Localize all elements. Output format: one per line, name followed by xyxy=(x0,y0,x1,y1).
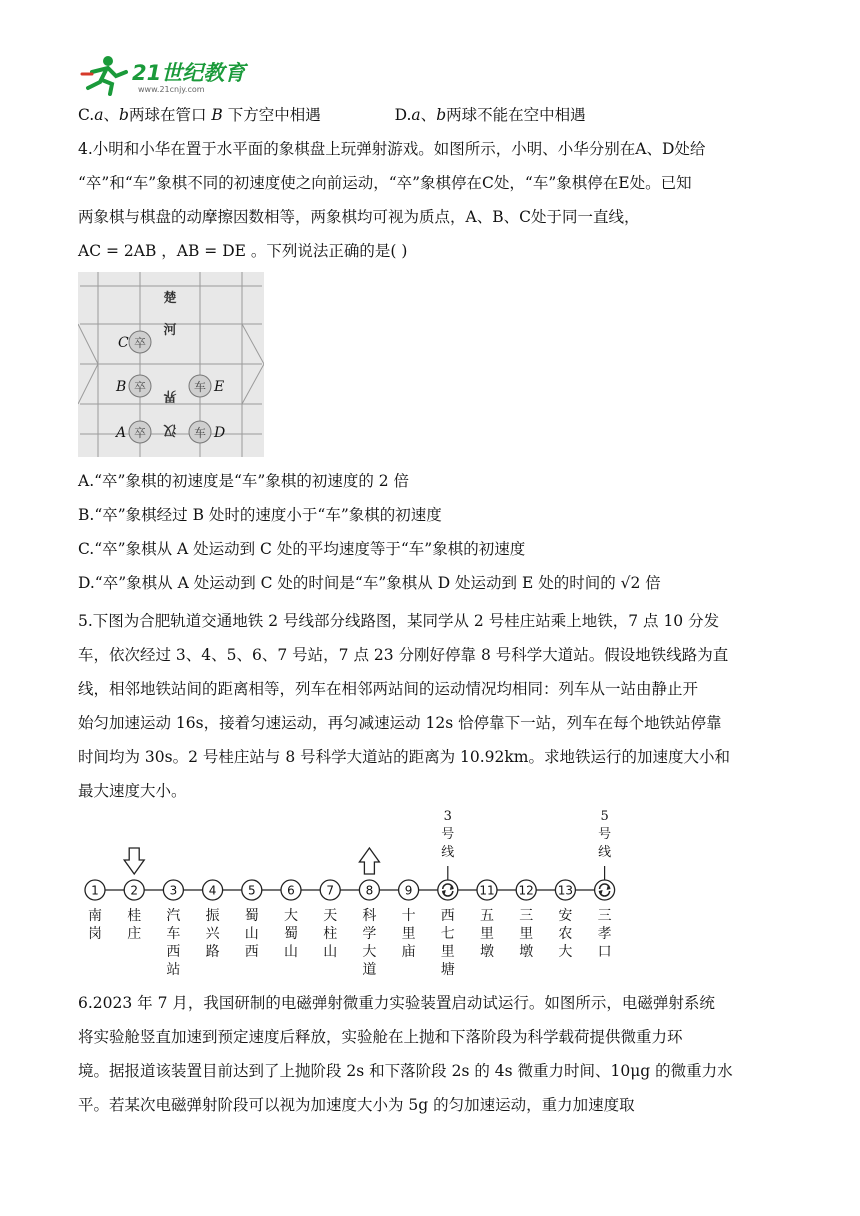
line-5-label: 号 xyxy=(598,827,612,842)
q4-option-a: A.“卒”象棋的初速度是“车”象棋的初速度的 2 倍 xyxy=(78,472,410,490)
station-number: 5 xyxy=(247,883,256,898)
station-name-char: 墩 xyxy=(480,944,494,960)
station-name-char: 里 xyxy=(440,944,455,960)
piece-zu-c xyxy=(118,331,151,353)
line-3-label: 号 xyxy=(441,827,455,842)
q6-stem-line-2: 将实验舱竖直加速到预定速度后释放，实验舱在上抛和下落阶段为科学载荷提供微重力环 xyxy=(78,1028,683,1046)
piece-zu-b xyxy=(115,375,151,397)
station-name-char: 岗 xyxy=(88,926,102,942)
station-name-char: 口 xyxy=(597,944,612,960)
q5-stem-line-3: 线，相邻地铁站间的距离相等，列车在相邻两站间的运动情况均相同：列车从一站由静止开 xyxy=(78,680,699,698)
station-name-char: 柱 xyxy=(323,926,338,942)
station-number: 7 xyxy=(326,883,335,898)
line-5-label: 线 xyxy=(598,845,612,860)
station-name-char: 汽 xyxy=(166,908,181,924)
station-name-char: 道 xyxy=(362,962,377,978)
svg-text:卒: 卒 xyxy=(133,380,147,394)
q5-stem-line-2: 车，依次经过 3、4、5、6、7 号站，7 点 23 分刚好停靠 8 号科学大道站。假设地铁线路为直 xyxy=(78,646,729,664)
svg-text:卒: 卒 xyxy=(133,426,147,440)
station-name-char: 天 xyxy=(323,908,338,924)
q6-stem-line-3: 境。据报道该装置目前达到了上抛阶段 2s 和下落阶段 2s 的 4s 微重力时间、10μg 的微重力水 xyxy=(78,1062,733,1080)
station-number: 2 xyxy=(130,883,139,898)
station-name-char: 大 xyxy=(558,944,573,960)
station-circle-10 xyxy=(438,880,458,900)
q6-stem-line-4: 平。若某次电磁弹射阶段可以视为加速度大小为 5g 的匀加速运动，重力加速度取 xyxy=(78,1096,635,1114)
svg-text:A: A xyxy=(116,425,127,441)
station-name-char: 庄 xyxy=(127,926,142,942)
station-name-char: 山 xyxy=(323,944,338,960)
station-name-char: 大 xyxy=(362,944,377,960)
logo xyxy=(78,54,254,96)
svg-text:B: B xyxy=(116,379,127,395)
piece-che-e xyxy=(189,375,224,397)
river-label-chu: 楚 xyxy=(163,291,177,306)
station-number: 8 xyxy=(365,883,374,898)
piece-che-d xyxy=(189,421,225,443)
station-name-char: 振 xyxy=(205,908,220,924)
chess-board-figure xyxy=(78,272,264,457)
station-name-char: 农 xyxy=(558,926,573,942)
q4-stem-line-3: 两象棋与棋盘的动摩擦因数相等，两象棋均可视为质点，A、B、C处于同一直线， xyxy=(78,208,640,226)
station-number: 6 xyxy=(287,883,295,898)
logo-text: 21世纪教育 xyxy=(132,61,246,85)
q3-choices-line xyxy=(78,104,586,126)
svg-text:C: C xyxy=(118,335,129,351)
q4-option-c: C.“卒”象棋从 A 处运动到 C 处的平均速度等于“车”象棋的初速度 xyxy=(78,540,526,558)
station-name-char: 站 xyxy=(166,962,181,978)
station-number: 3 xyxy=(169,883,178,898)
station-name-char: 十 xyxy=(401,908,416,924)
runner-icon xyxy=(82,56,126,94)
station-name-char: 安 xyxy=(558,908,573,924)
station-name-char: 里 xyxy=(519,926,534,942)
station-name-char: 孝 xyxy=(597,926,612,942)
station-name-char: 科 xyxy=(362,908,377,924)
q4-stem-line-1: 4.小明和小华在置于水平面的象棋盘上玩弹射游戏。如图所示，小明、小华分别在A、D处给 xyxy=(78,140,706,158)
svg-text:E: E xyxy=(214,379,225,395)
station-name-char: 七 xyxy=(440,926,455,942)
svg-text:卒: 卒 xyxy=(133,336,147,350)
svg-text:车: 车 xyxy=(193,426,207,440)
q6-stem-line-1: 6.2023 年 7 月，我国研制的电磁弹射微重力实验装置启动试运行。如图所示，电磁弹射系统 xyxy=(78,994,715,1012)
station-name-char: 里 xyxy=(401,926,416,942)
q5-stem-line-5: 时间均为 30s。2 号桂庄站与 8 号科学大道站的距离为 10.92km。求地铁运行的加速度大小和 xyxy=(78,748,731,766)
station-name-char: 西 xyxy=(244,944,259,960)
q3-choice-c: C.a、b两球在管口 B 下方空中相遇 xyxy=(78,106,321,124)
logo-subtext: www.21cnjy.com xyxy=(138,85,205,94)
river-label-han: 汉 xyxy=(163,422,177,437)
station-name-char: 三 xyxy=(519,908,534,924)
up-arrow-icon xyxy=(359,848,379,874)
station-name-char: 蜀 xyxy=(284,926,298,942)
line-3-label: 3 xyxy=(443,809,452,824)
station-number: 12 xyxy=(518,883,534,898)
station-name-char: 路 xyxy=(205,944,220,960)
station-name-char: 庙 xyxy=(401,944,416,960)
station-name-char: 五 xyxy=(480,908,494,924)
station-name-char: 西 xyxy=(440,908,455,924)
q5-stem-line-6: 最大速度大小。 xyxy=(78,782,187,800)
q5-stem-line-1: 5.下图为合肥轨道交通地铁 2 号线部分线路图，某同学从 2 号桂庄站乘上地铁，7 点 10 分发 xyxy=(78,612,720,630)
q4-stem-line-2: “卒”和“车”象棋不同的初速度使之向前运动，“卒”象棋停在C处，“车”象棋停在E处。已知 xyxy=(78,174,692,192)
q4-option-d: D.“卒”象棋从 A 处运动到 C 处的时间是“车”象棋从 D 处运动到 E 处的时间的 √2 倍 xyxy=(78,574,661,592)
station-name-char: 兴 xyxy=(205,926,220,942)
river-label-he: 河 xyxy=(163,323,177,338)
q4-option-b: B.“卒”象棋经过 B 处时的速度小于“车”象棋的初速度 xyxy=(78,506,442,524)
down-arrow-icon xyxy=(124,848,144,874)
metro-line-map xyxy=(70,808,630,983)
station-name-char: 三 xyxy=(597,908,612,924)
station-number: 9 xyxy=(404,883,413,898)
station-name-char: 墩 xyxy=(519,944,534,960)
station-name-char: 大 xyxy=(284,908,298,924)
station-number: 11 xyxy=(479,883,495,898)
svg-text:D: D xyxy=(214,425,226,441)
q5-stem-line-4: 始匀加速运动 16s，接着匀速运动，再匀减速运动 12s 恰停靠下一站，列车在每个地铁站停靠 xyxy=(78,714,722,732)
station-name-char: 车 xyxy=(166,926,181,942)
station-name-char: 学 xyxy=(362,926,377,942)
station-name-char: 西 xyxy=(166,944,181,960)
station-name-char: 桂 xyxy=(127,908,142,924)
river-label-jie: 界 xyxy=(163,388,177,403)
q3-choice-d: D.a、b两球不能在空中相遇 xyxy=(394,106,586,124)
station-number: 1 xyxy=(91,883,99,898)
station-name-char: 山 xyxy=(284,944,298,960)
station-name-char: 山 xyxy=(244,926,259,942)
station-circle-14 xyxy=(595,880,615,900)
station-name-char: 塘 xyxy=(440,962,455,978)
line-5-label: 5 xyxy=(600,809,609,824)
station-number: 4 xyxy=(208,883,217,898)
svg-text:车: 车 xyxy=(193,380,207,394)
station-name-char: 里 xyxy=(480,926,494,942)
line-3-label: 线 xyxy=(441,845,455,860)
q4-stem-line-4: AC = 2AB ，AB = DE 。下列说法正确的是( ) xyxy=(78,242,408,260)
station-number: 13 xyxy=(557,883,574,898)
piece-zu-a xyxy=(114,421,151,443)
station-name-char: 南 xyxy=(88,908,102,924)
station-name-char: 蜀 xyxy=(244,908,259,924)
